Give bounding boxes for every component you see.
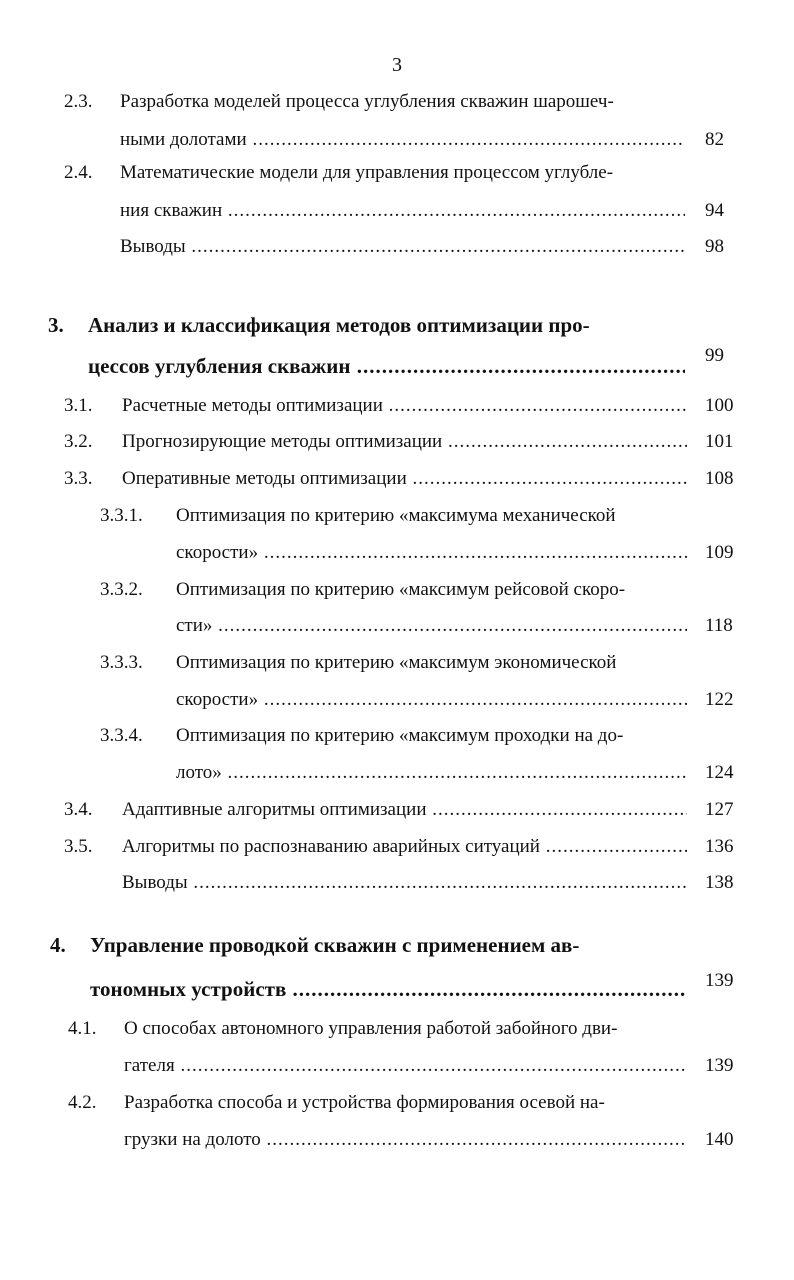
entry-number: 3.1. xyxy=(64,395,93,416)
entry-number: 3.3.2. xyxy=(100,579,143,600)
entry-page: 127 xyxy=(705,799,734,820)
entry-page: 99 xyxy=(705,345,724,366)
entry-page: 118 xyxy=(705,615,733,636)
entry-number: 3.2. xyxy=(64,431,93,452)
entry-title-line-2: цессов углубления скважин ..... xyxy=(88,354,685,379)
entry-page: 101 xyxy=(705,431,734,452)
entry-title-line-2: сти» ..... xyxy=(176,615,687,637)
entry-title-line-2: скорости» ..... xyxy=(176,542,687,564)
entry-title-line-1: Выводы ..... xyxy=(120,236,685,258)
entry-number: 2.4. xyxy=(64,162,93,183)
entry-number: 3.5. xyxy=(64,836,93,857)
entry-title-line-1: Адаптивные алгоритмы оптимизации ..... xyxy=(122,799,687,821)
entry-page: 122 xyxy=(705,689,734,710)
entry-title-line-2: лото» ..... xyxy=(176,762,687,784)
entry-page: 108 xyxy=(705,468,734,489)
entry-title-line-1: Разработка способа и устройства формирования осевой на- xyxy=(124,1092,605,1113)
entry-title-line-1: Разработка моделей процесса углубления скважин шарошеч- xyxy=(120,91,614,112)
entry-number: 4.1. xyxy=(68,1018,97,1039)
entry-page: 124 xyxy=(705,762,734,783)
entry-page: 98 xyxy=(705,236,724,257)
entry-title-line-1: Оптимизация по критерию «максимума механической xyxy=(176,505,616,526)
entry-title-line-2: тономных устройств ..... xyxy=(90,977,685,1002)
entry-page: 136 xyxy=(705,836,734,857)
entry-title-line-1: Оптимизация по критерию «максимум рейсовой скоро- xyxy=(176,579,626,600)
entry-number: 2.3. xyxy=(64,91,93,112)
entry-page: 139 xyxy=(705,970,734,991)
entry-number: 4. xyxy=(50,933,66,957)
entry-page: 140 xyxy=(705,1129,734,1150)
entry-title-line-1: Оперативные методы оптимизации ..... xyxy=(122,468,687,490)
entry-page: 139 xyxy=(705,1055,734,1076)
entry-title-line-1: О способах автономного управления работой забойного дви- xyxy=(124,1018,618,1039)
entry-title-line-2: ными долотами ..... xyxy=(120,129,685,151)
entry-number: 4.2. xyxy=(68,1092,97,1113)
entry-number: 3.4. xyxy=(64,799,93,820)
entry-number: 3.3.1. xyxy=(100,505,143,526)
entry-number: 3.3.4. xyxy=(100,725,143,746)
entry-page: 94 xyxy=(705,200,724,221)
entry-title-line-1: Управление проводкой скважин с применением ав- xyxy=(90,933,580,957)
entry-page: 138 xyxy=(705,872,734,893)
entry-title-line-2: ния скважин ..... xyxy=(120,200,685,222)
entry-title-line-1: Алгоритмы по распознаванию аварийных ситуаций ..... xyxy=(122,836,687,858)
entry-title-line-1: Оптимизация по критерию «максимум проходки на до- xyxy=(176,725,624,746)
entry-page: 82 xyxy=(705,129,724,150)
entry-title-line-2: скорости» ..... xyxy=(176,689,687,711)
entry-title-line-1: Оптимизация по критерию «максимум экономической xyxy=(176,652,617,673)
entry-number: 3. xyxy=(48,313,64,337)
entry-title-line-1: Прогнозирующие методы оптимизации ..... xyxy=(122,431,687,453)
entry-title-line-1: Математические модели для управления процессом углубле- xyxy=(120,162,614,183)
page-number: 3 xyxy=(392,54,402,76)
entry-title-line-1: Анализ и классификация методов оптимизации про- xyxy=(88,313,590,337)
entry-page: 109 xyxy=(705,542,734,563)
entry-page: 100 xyxy=(705,395,734,416)
entry-title-line-1: Выводы ..... xyxy=(122,872,687,894)
entry-title-line-1: Расчетные методы оптимизации ..... xyxy=(122,395,687,417)
entry-number: 3.3.3. xyxy=(100,652,143,673)
entry-title-line-2: грузки на долото ..... xyxy=(124,1129,687,1151)
entry-number: 3.3. xyxy=(64,468,93,489)
entry-title-line-2: гателя ..... xyxy=(124,1055,687,1077)
